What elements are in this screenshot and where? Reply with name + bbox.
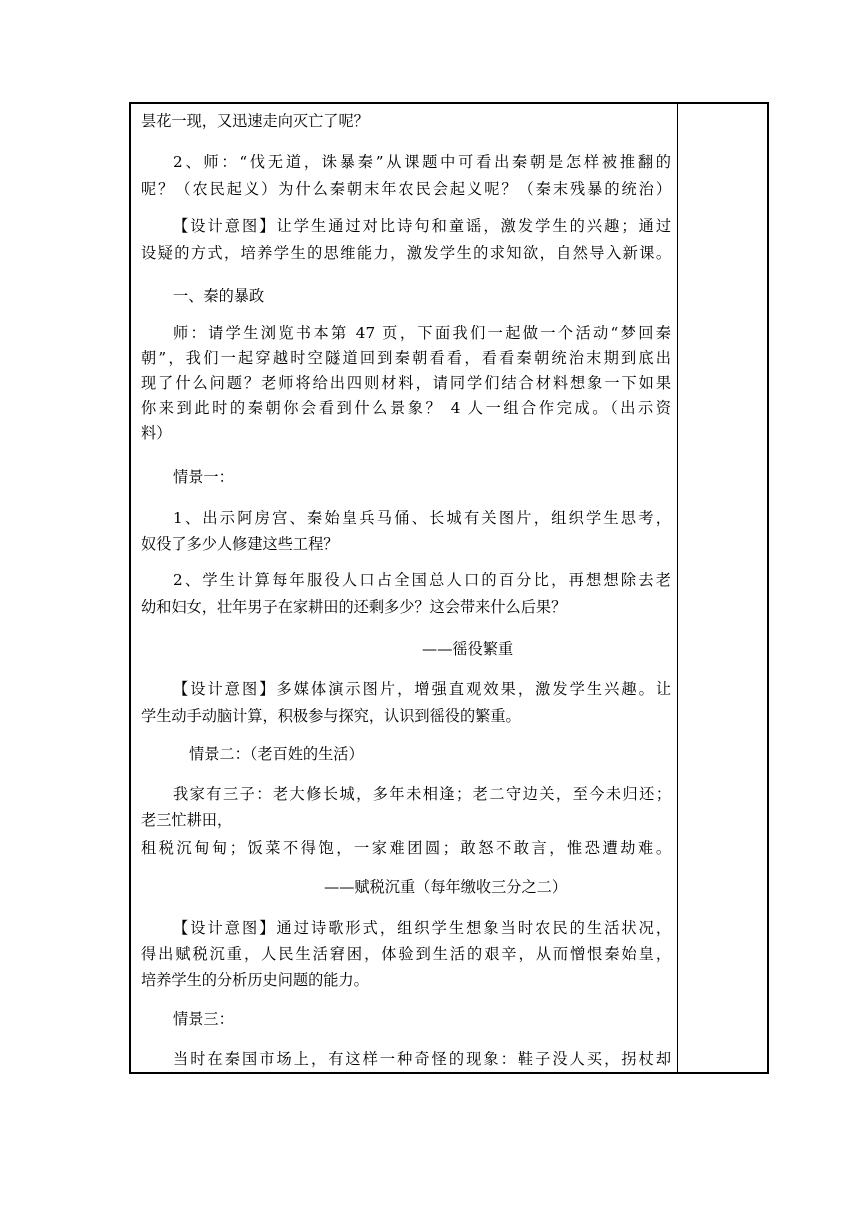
lesson-content-cell (141, 104, 671, 1072)
design-intent-line: 【设计意图】多媒体演示图片，增强直观效果，激发学生兴趣。让 (173, 680, 671, 698)
text-line: 你来到此时的秦朝你会看到什么景象？ 4 人一组合作完成。（出示资 (141, 399, 671, 417)
section-heading: 一、秦的暴政 (173, 287, 265, 305)
text-line: 昙花一现，又迅速走向灭亡了呢？ (141, 112, 369, 130)
text-line: 1、出示阿房宫、秦始皇兵马俑、长城有关图片，组织学生思考， (173, 509, 671, 527)
design-intent-line: 学生动手动脑计算，积极参与探究，认识到徭役的繁重。 (141, 707, 521, 725)
design-intent-line: 设疑的方式，培养学生的思维能力，激发学生的求知欲，自然导入新课。 (141, 244, 671, 262)
text-line: 幼和妇女，壮年男子在家耕田的还剩多少？这会带来什么后果？ (141, 598, 567, 616)
lesson-table (129, 102, 769, 1074)
design-intent-line: 【设计意图】让学生通过对比诗句和童谣，激发学生的兴趣；通过 (173, 217, 671, 235)
conclusion-line: ——赋税沉重（每年缴收三分之二） (324, 878, 567, 896)
design-intent-line: 培养学生的分析历史问题的能力。 (141, 971, 369, 989)
text-line: 2、师：“伐无道，诛暴秦”从课题中可看出秦朝是怎样被推翻的 (173, 153, 671, 171)
scenario-heading: 情景三： (173, 1010, 234, 1028)
poem-line: 老三忙耕田， (141, 811, 233, 829)
poem-line: 我家有三子：老大修长城，多年未相逢；老二守边关，至今未归还； (173, 785, 671, 803)
text-line: 奴役了多少人修建这些工程？ (141, 535, 339, 553)
scenario-heading: 情景二：（老百姓的生活） (189, 745, 364, 763)
text-line: 2、学生计算每年服役人口占全国总人口的百分比，再想想除去老 (173, 571, 671, 589)
text-line: 呢？（农民起义）为什么秦朝末年农民会起义呢？（秦末残暴的统治） (141, 180, 671, 198)
notes-cell (678, 104, 767, 1072)
text-line: 朝”，我们一起穿越时空隧道回到秦朝看看，看看秦朝统治末期到底出 (141, 349, 671, 367)
design-intent-line: 【设计意图】通过诗歌形式，组织学生想象当时农民的生活状况， (173, 919, 671, 937)
design-intent-line: 得出赋税沉重，人民生活窘困，体验到生活的艰辛，从而憎恨秦始皇， (141, 945, 671, 963)
text-line: 现了什么问题？老师将给出四则材料，请同学们结合材料想象一下如果 (141, 374, 671, 392)
text-line: 师：请学生浏览书本第 47 页，下面我们一起做一个活动“梦回秦 (173, 324, 671, 342)
text-line: 料） (141, 424, 172, 442)
poem-line: 租税沉甸甸；饭菜不得饱，一家难团圆；敢怒不敢言，惟恐遭劫难。 (141, 839, 671, 857)
conclusion-line: ——徭役繁重 (422, 640, 514, 658)
scenario-heading: 情景一： (173, 468, 234, 486)
text-line: 当时在秦国市场上，有这样一种奇怪的现象：鞋子没人买，拐杖却 (173, 1050, 671, 1068)
